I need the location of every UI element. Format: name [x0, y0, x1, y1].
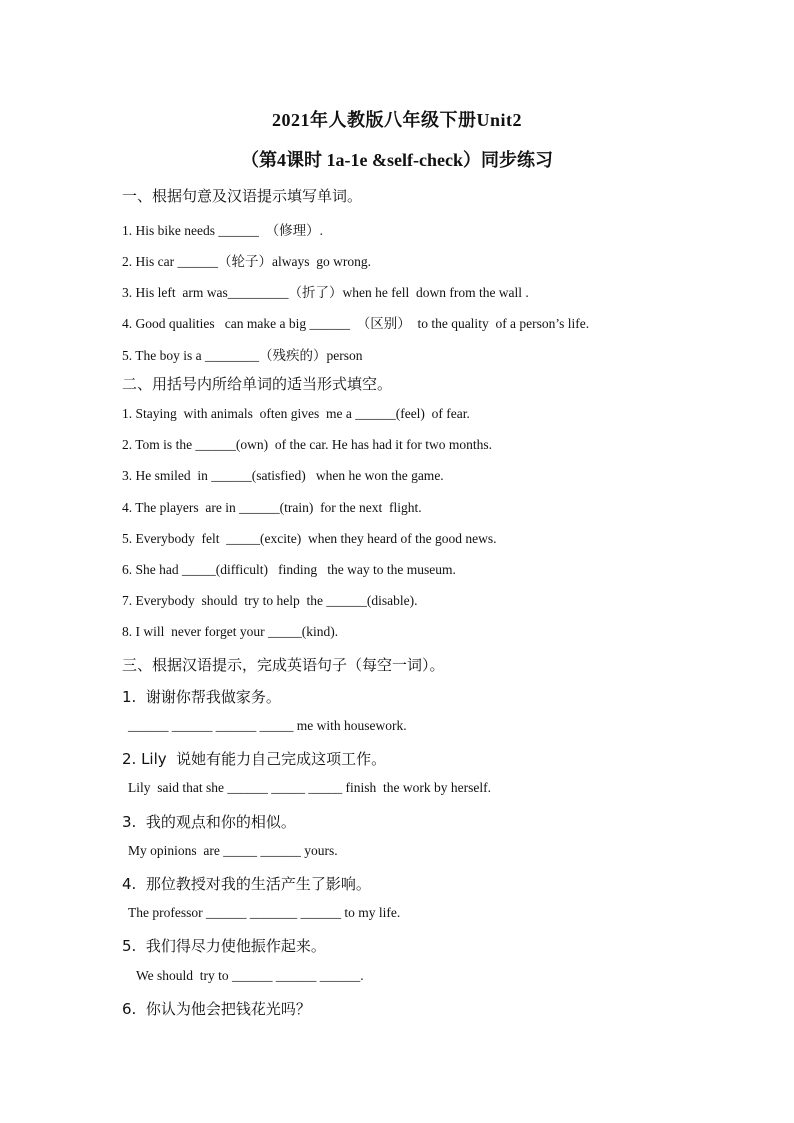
section-3-prompt: 4. 那位教授对我的生活产生了影响。: [122, 875, 371, 893]
section-3-prompt: 1. 谢谢你帮我做家务。: [122, 688, 281, 706]
page-subtitle: （第4课时 1a-1e &self-check）同步练习: [241, 150, 553, 170]
section-2-item: 6. She had _____(difficult) finding the way to the museum.: [122, 562, 456, 577]
section-1-item: 5. The boy is a ________（残疾的）person: [122, 348, 363, 363]
section-3-answer-line: Lily said that she ______ _____ _____ finish the work by herself.: [128, 780, 491, 795]
section-2-item: 1. Staying with animals often gives me a ______(feel) of fear.: [122, 406, 470, 421]
section-1-item: 3. His left arm was_________（折了）when he fell down from the wall .: [122, 285, 529, 300]
section-2-item: 7. Everybody should try to help the ______(disable).: [122, 593, 418, 608]
section-3-prompt: 5. 我们得尽力使他振作起来。: [122, 937, 326, 955]
section-2-item: 3. He smiled in ______(satisfied) when he won the game.: [122, 468, 444, 483]
section-3-prompt: 2. Lily 说她有能力自己完成这项工作。: [122, 750, 387, 768]
section-1-item: 1. His bike needs ______ （修理）.: [122, 223, 323, 238]
section-1-item: 4. Good qualities can make a big ______ （区别） to the quality of a person’s life.: [122, 316, 590, 331]
section-2-heading: 二、用括号内所给单词的适当形式填空。: [122, 375, 393, 393]
section-2-item: 5. Everybody felt _____(excite) when they heard of the good news.: [122, 531, 497, 546]
section-1-heading: 一、根据句意及汉语提示填写单词。: [122, 187, 363, 205]
section-2-item: 4. The players are in ______(train) for the next flight.: [122, 500, 422, 515]
section-3-answer-line: My opinions are _____ ______ yours.: [128, 843, 338, 858]
section-2-item: 2. Tom is the ______(own) of the car. He has had it for two months.: [122, 437, 492, 452]
section-1-item: 2. His car ______（轮子）always go wrong.: [122, 254, 371, 269]
section-3-prompt: 3. 我的观点和你的相似。: [122, 813, 296, 831]
section-3-heading: 三、根据汉语提示，完成英语句子（每空一词）。: [122, 656, 445, 674]
section-2-item: 8. I will never forget your _____(kind).: [122, 624, 339, 639]
section-3-answer-line: The professor ______ _______ ______ to my life.: [128, 905, 401, 920]
section-3-answer-line: ______ ______ ______ _____ me with housework.: [128, 718, 407, 733]
page-title: 2021年人教版八年级下册Unit2: [271, 110, 522, 130]
section-3-answer-line: We should try to ______ ______ ______.: [136, 968, 364, 983]
section-3-prompt: 6. 你认为他会把钱花光吗？: [122, 1000, 311, 1018]
